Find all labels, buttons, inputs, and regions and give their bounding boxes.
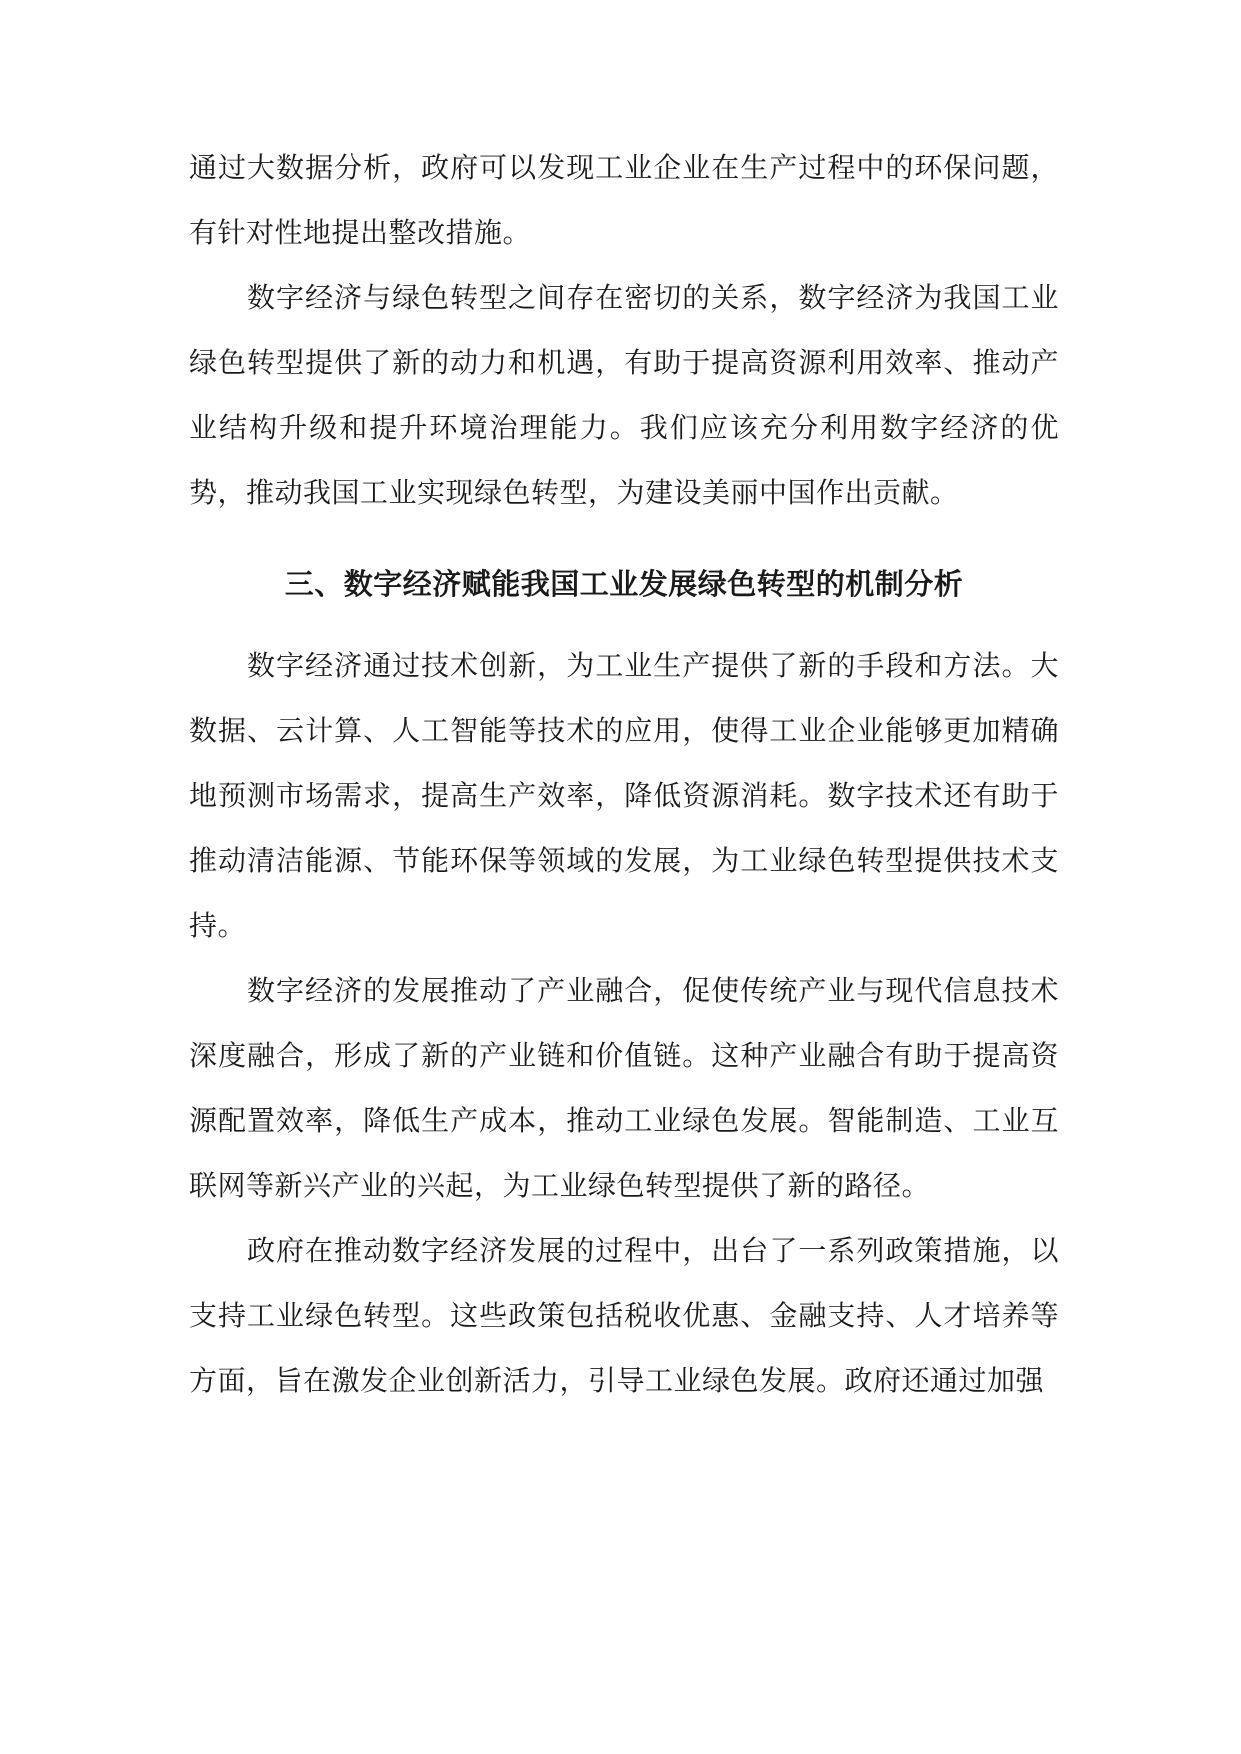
paragraph-tech-innovation: 数字经济通过技术创新，为工业生产提供了新的手段和方法。大数据、云计算、人工智能等技术的应用，使得工业企业能够更加精确地预测市场需求，提高生产效率，降低资源消耗。数字技术还有助于推动清洁能源、节能环保等领域的发展，为工业绿色转型提供技术支持。 bbox=[189, 649, 1059, 942]
paragraph-continuation: 通过大数据分析，政府可以发现工业企业在生产过程中的环保问题，有针对性地提出整改措施。 bbox=[189, 151, 1059, 249]
section-heading: 三、数字经济赋能我国工业发展绿色转型的机制分析 bbox=[284, 567, 964, 601]
paragraph-policy-support: 政府在推动数字经济发展的过程中，出台了一系列政策措施，以支持工业绿色转型。这些政策包括税收优惠、金融支持、人才培养等方面，旨在激发企业创新活力，引导工业绿色发展。政府还通过加强 bbox=[189, 1234, 1059, 1397]
paragraph-digital-green-relation: 数字经济与绿色转型之间存在密切的关系，数字经济为我国工业绿色转型提供了新的动力和机遇，有助于提高资源利用效率、推动产业结构升级和提升环境治理能力。我们应该充分利用数字经济的优势，推动我国工业实现绿色转型，为建设美丽中国作出贡献。 bbox=[189, 281, 1059, 509]
paragraph-industry-integration: 数字经济的发展推动了产业融合，促使传统产业与现代信息技术深度融合，形成了新的产业链和价值链。这种产业融合有助于提高资源配置效率，降低生产成本，推动工业绿色发展。智能制造、工业互联网等新兴产业的兴起，为工业绿色转型提供了新的路径。 bbox=[189, 974, 1059, 1202]
document-body bbox=[189, 135, 1059, 1413]
